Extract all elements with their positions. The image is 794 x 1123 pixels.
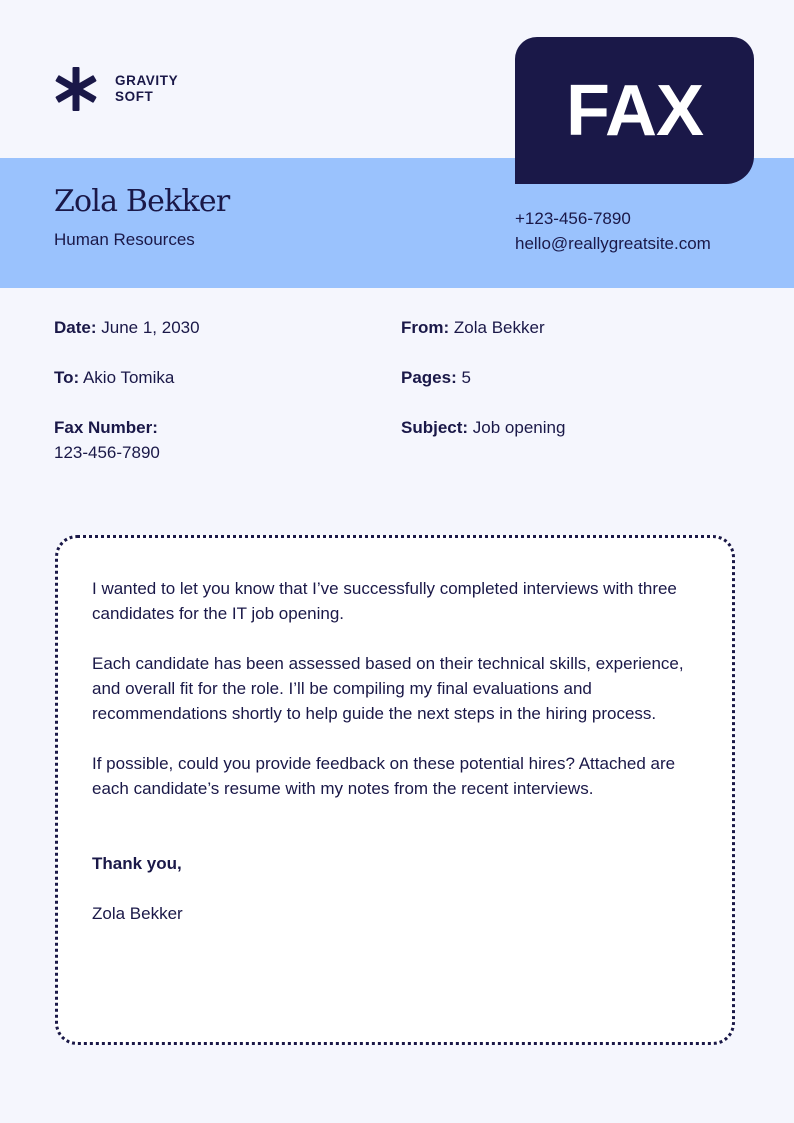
from-value: Zola Bekker xyxy=(453,318,545,337)
detail-pages xyxy=(401,365,471,390)
detail-fax-number xyxy=(54,415,160,465)
pages-label: Pages: xyxy=(401,368,457,387)
brand-name xyxy=(115,73,178,105)
detail-from xyxy=(401,315,545,340)
fax-number-label: Fax Number: xyxy=(54,418,158,437)
fax-title: FAX xyxy=(565,70,704,151)
asterisk-icon xyxy=(54,67,98,111)
sender-contact xyxy=(515,206,711,256)
sender-name: Zola Bekker xyxy=(54,184,230,219)
from-label: From: xyxy=(401,318,450,337)
pages-value: 5 xyxy=(461,368,471,387)
message-body xyxy=(92,576,704,951)
fax-title-box xyxy=(515,37,754,184)
message-paragraph: If possible, could you provide feedback on these potential hires? Attached are each candidate’s resume with my notes from the recent interviews. xyxy=(92,754,676,798)
detail-to xyxy=(54,365,174,390)
sender-department: Human Resources xyxy=(54,230,195,249)
sender-email: hello@reallygreatsite.com xyxy=(515,234,711,253)
subject-label: Subject: xyxy=(401,418,469,437)
brand-line1: GRAVITY xyxy=(115,73,179,88)
message-paragraph: I wanted to let you know that I’ve successfully completed interviews with three candidates for the IT job opening. xyxy=(92,579,677,623)
brand-logo xyxy=(54,67,178,111)
to-label: To: xyxy=(54,368,80,387)
message-signature: Zola Bekker xyxy=(92,904,183,923)
subject-value: Job opening xyxy=(472,418,566,437)
detail-date xyxy=(54,315,200,340)
fax-number-value: 123-456-7890 xyxy=(54,443,160,462)
date-value: June 1, 2030 xyxy=(101,318,200,337)
message-card xyxy=(55,535,735,1045)
message-paragraph: Each candidate has been assessed based on their technical skills, experience, and overall fit for the role. I’ll be compiling my final evaluations and recommendations shortly to help guide the next steps in the hiring process. xyxy=(92,654,684,723)
message-closing: Thank you, xyxy=(92,854,182,873)
to-value: Akio Tomika xyxy=(82,368,175,387)
detail-subject xyxy=(401,415,565,440)
brand-line2: SOFT xyxy=(115,89,154,104)
date-label: Date: xyxy=(54,318,97,337)
sender-phone: +123-456-7890 xyxy=(515,209,631,228)
